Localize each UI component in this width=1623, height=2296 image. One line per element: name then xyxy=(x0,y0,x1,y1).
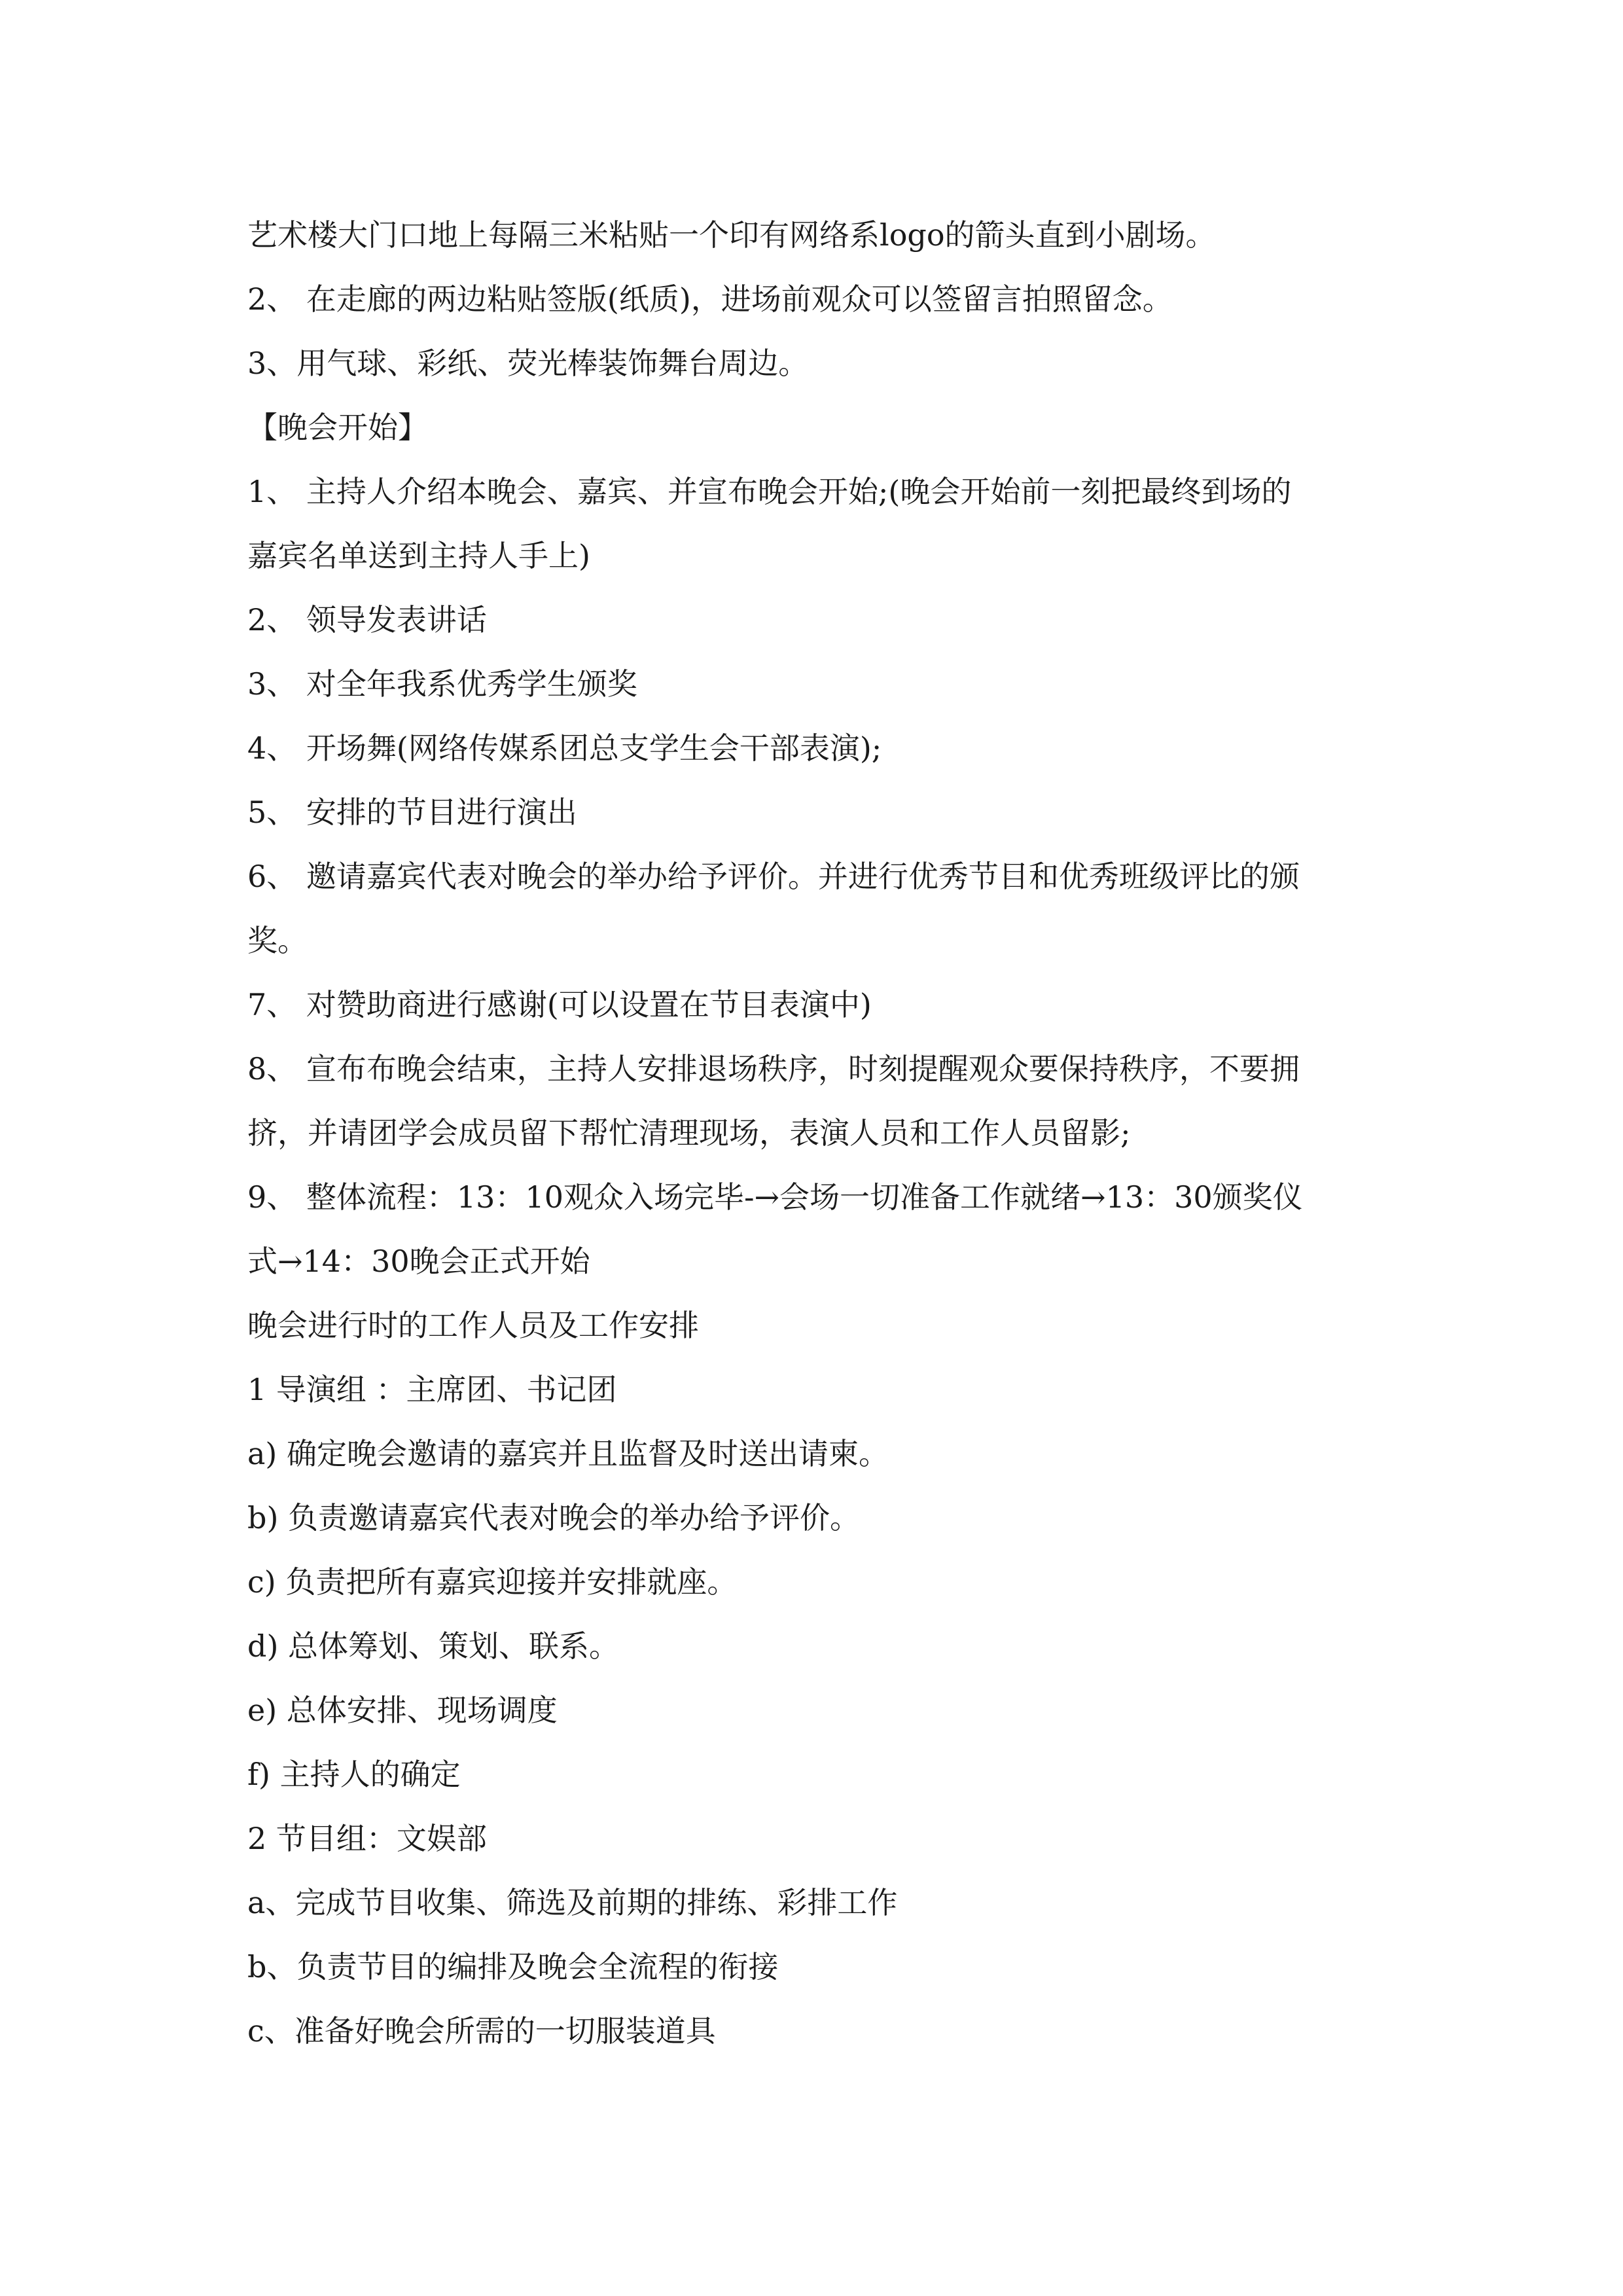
subsection-heading: 1 导演组 ：主席团、书记团 xyxy=(247,1372,617,1407)
paragraph-line: 艺术楼大门口地上每隔三米粘贴一个印有网络系logo的箭头直到小剧场。 xyxy=(247,217,1216,253)
list-item: 9、 整体流程：13：10观众入场完毕-→会场一切准备工作就绪→13：30颁奖仪 xyxy=(247,1179,1303,1215)
list-item: 7、 对赞助商进行感谢(可以设置在节目表演中) xyxy=(247,987,872,1022)
list-item-continuation: 式→14：30晚会正式开始 xyxy=(247,1244,590,1279)
list-item: d) 总体筹划、策划、联系。 xyxy=(247,1628,620,1664)
subsection-heading: 2 节目组：文娱部 xyxy=(247,1821,487,1856)
list-item: 2、 领导发表讲话 xyxy=(247,602,487,637)
list-item-continuation: 挤，并请团学会成员留下帮忙清理现场，表演人员和工作人员留影; xyxy=(247,1115,1131,1151)
section-heading: 【晚会开始】 xyxy=(247,410,428,445)
section-heading: 晚会进行时的工作人员及工作安排 xyxy=(247,1308,699,1343)
list-item: c、准备好晚会所需的一切服装道具 xyxy=(247,2013,716,2049)
list-item: 2、 在走廊的两边粘贴签版(纸质)，进场前观众可以签留言拍照留念。 xyxy=(247,281,1173,317)
list-item: e) 总体安排、现场调度 xyxy=(247,1693,558,1728)
list-item-continuation: 嘉宾名单送到主持人手上) xyxy=(247,538,590,573)
list-item: a) 确定晚会邀请的嘉宾并且监督及时送出请柬。 xyxy=(247,1436,889,1471)
list-item: b) 负责邀请嘉宾代表对晚会的举办给予评价。 xyxy=(247,1500,861,1535)
list-item: b、负责节目的编排及晚会全流程的衔接 xyxy=(247,1949,779,1984)
list-item: f) 主持人的确定 xyxy=(247,1757,461,1792)
list-item-continuation: 奖。 xyxy=(247,923,308,958)
list-item: 3、用气球、彩纸、荧光棒装饰舞台周边。 xyxy=(247,346,809,381)
list-item: c) 负责把所有嘉宾迎接并安排就座。 xyxy=(247,1564,738,1600)
list-item: 8、 宣布布晚会结束，主持人安排退场秩序，时刻提醒观众要保持秩序，不要拥 xyxy=(247,1051,1300,1086)
list-item: 6、 邀请嘉宾代表对晚会的举办给予评价。并进行优秀节目和优秀班级评比的颁 xyxy=(247,859,1300,894)
list-item: 4、 开场舞(网络传媒系团总支学生会干部表演); xyxy=(247,730,882,766)
list-item: a、完成节目收集、筛选及前期的排练、彩排工作 xyxy=(247,1885,898,1920)
list-item: 3、 对全年我系优秀学生颁奖 xyxy=(247,666,637,702)
list-item: 1、 主持人介绍本晚会、嘉宾、并宣布晚会开始;(晚会开始前一刻把最终到场的 xyxy=(247,474,1292,509)
list-item: 5、 安排的节目进行演出 xyxy=(247,795,577,830)
document-body xyxy=(247,203,1386,2063)
